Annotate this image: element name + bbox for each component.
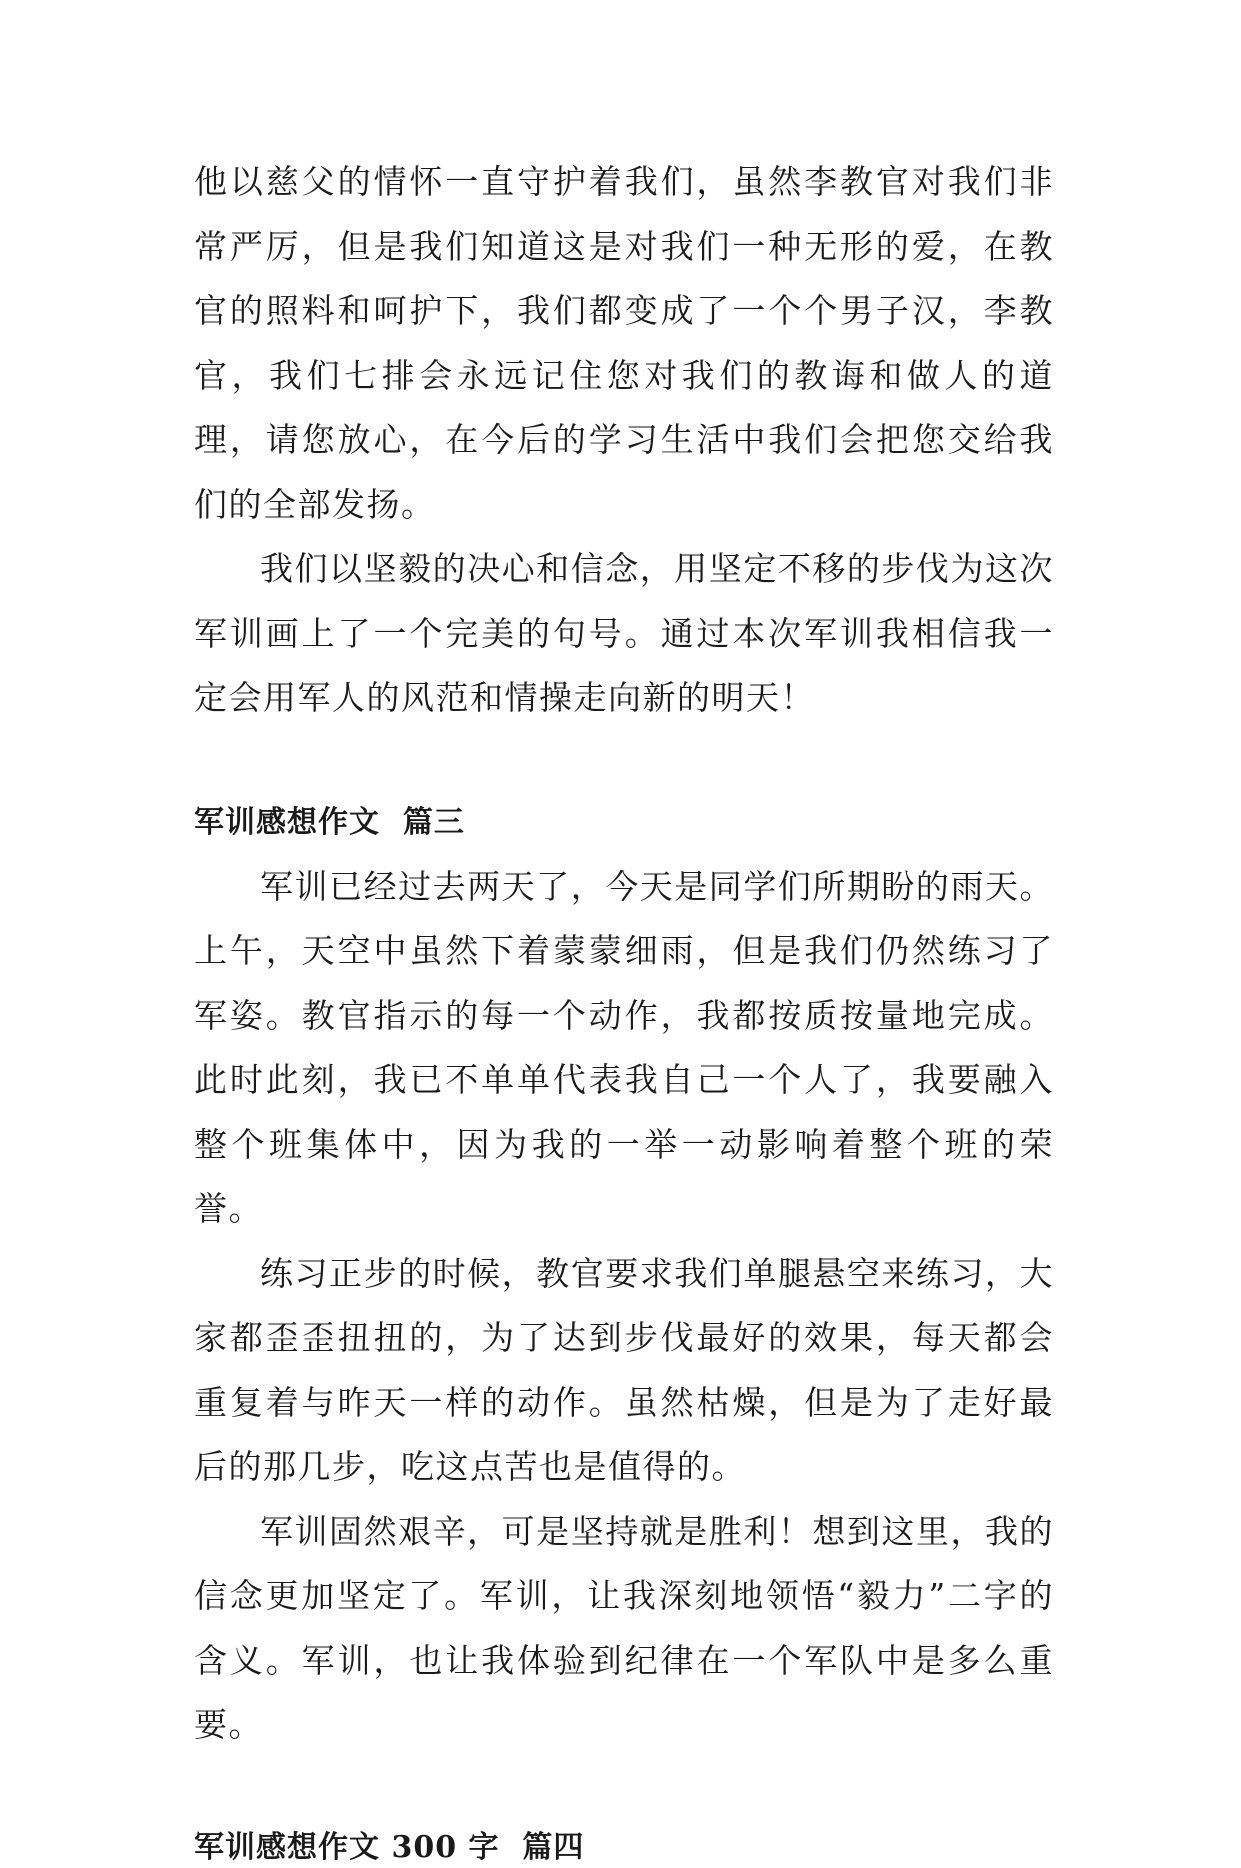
paragraph-continued: 他以慈父的情怀一直守护着我们，虽然李教官对我们非常严厉，但是我们知道这是对我们一种无形的爱，在教官的照料和呵护下，我们都变成了一个个男子汉，李教官，我们七排会永远记住您对我们的教诲和做人的道理，请您放心，在今后的学习生活中我们会把您交给我们的全部发扬。 [194,162,1054,524]
section-heading-three: 军训感想作文 篇三 [194,804,465,840]
paragraph: 练习正步的时候，教官要求我们单腿悬空来练习，大家都歪歪扭扭的，为了达到步伐最好的效果，每天都会重复着与昨天一样的动作。虽然枯燥，但是为了走好最后的那几步，吃这点苦也是值得的。 [194,1253,1054,1486]
paragraph-conclusion: 我们以坚毅的决心和信念，用坚定不移的步伐为这次军训画上了一个完美的句号。通过本次军训我相信我一定会用军人的风范和情操走向新的明天！ [194,549,1054,717]
section-heading-four: 军训感想作文 300 字 篇四 [194,1829,585,1865]
section-spacer [194,731,1054,803]
paragraph: 军训固然艰辛，可是坚持就是胜利！想到这里，我的信念更加坚定了。军训，让我深刻地领悟“毅力”二字的含义。军训，也让我体验到纪律在一个军队中是多么重要。 [194,1511,1054,1744]
section-spacer [194,1758,1054,1828]
document-body [194,150,1054,1868]
paragraph: 军训已经过去两天了，今天是同学们所期盼的雨天。上午，天空中虽然下着蒙蒙细雨，但是我们仍然练习了军姿。教官指示的每一个动作，我都按质按量地完成。此时此刻，我已不单单代表我自己一个人了，我要融入整个班集体中，因为我的一举一动影响着整个班的荣誉。 [194,866,1054,1228]
heading-spacer [194,843,1054,855]
